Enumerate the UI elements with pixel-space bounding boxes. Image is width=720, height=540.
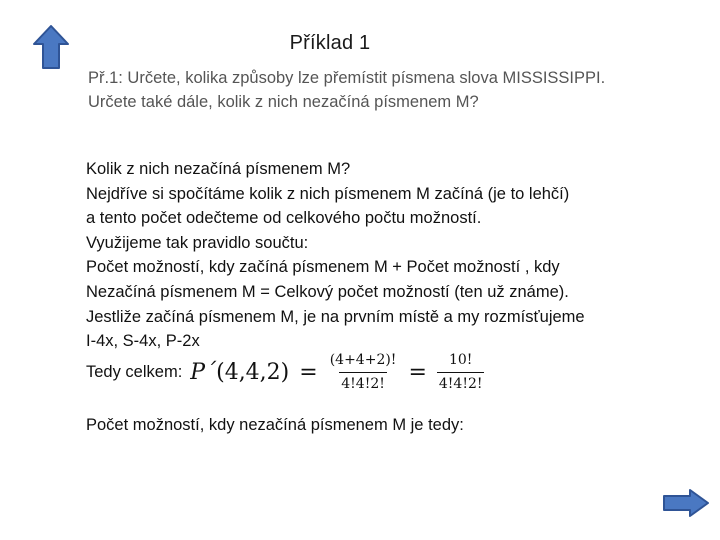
equals-sign: = <box>408 359 427 385</box>
body-line: Jestliže začíná písmenem M, je na prvním místě a my rozmísťujeme <box>86 307 585 326</box>
fraction-denominator: 4!4!2! <box>437 372 485 394</box>
task-line: Určete také dále, kolik z nich nezačíná písmenem M? <box>88 93 479 111</box>
formula-function: P´ <box>190 359 217 385</box>
slide-title: Příklad 1 <box>289 32 371 54</box>
arrow-right-icon <box>662 488 710 518</box>
equals-sign: = <box>299 359 318 385</box>
body-line: Nezačíná písmenem M = Celkový počet možností (ten už známe). <box>86 282 569 301</box>
fraction-denominator: 4!4!2! <box>339 372 387 394</box>
body-line: I-4x, S-4x, P-2x <box>86 332 200 351</box>
permutation-formula <box>190 351 484 394</box>
total-formula-row <box>86 344 484 400</box>
fraction-expanded <box>328 351 399 394</box>
total-label: Tedy celkem: <box>86 362 183 381</box>
explanation-text <box>86 157 686 354</box>
body-line: Kolik z nich nezačíná písmenem M? <box>86 160 351 178</box>
fraction-simplified <box>437 351 485 394</box>
next-slide-button[interactable] <box>662 488 710 518</box>
task-line: Př.1: Určete, kolika způsoby lze přemístit písmena slova MISSISSIPPI. <box>88 69 606 87</box>
formula-args: (4,4,2) <box>216 359 290 385</box>
body-line: Počet možností, kdy začíná písmenem M + Počet možností , kdy <box>86 258 560 277</box>
fraction-numerator: (4+4+2)! <box>329 351 397 368</box>
body-line: a tento počet odečteme od celkového počtu možností. <box>86 209 482 228</box>
fraction-numerator: 10! <box>448 351 473 368</box>
body-line: Nejdříve si spočítáme kolik z nich písmenem M začíná (je to lehčí) <box>86 184 570 203</box>
conclusion-line: Počet možností, kdy nezačíná písmenem M je tedy: <box>86 416 464 434</box>
body-line: Využijeme tak pravidlo součtu: <box>86 233 309 252</box>
task-statement <box>88 66 688 114</box>
